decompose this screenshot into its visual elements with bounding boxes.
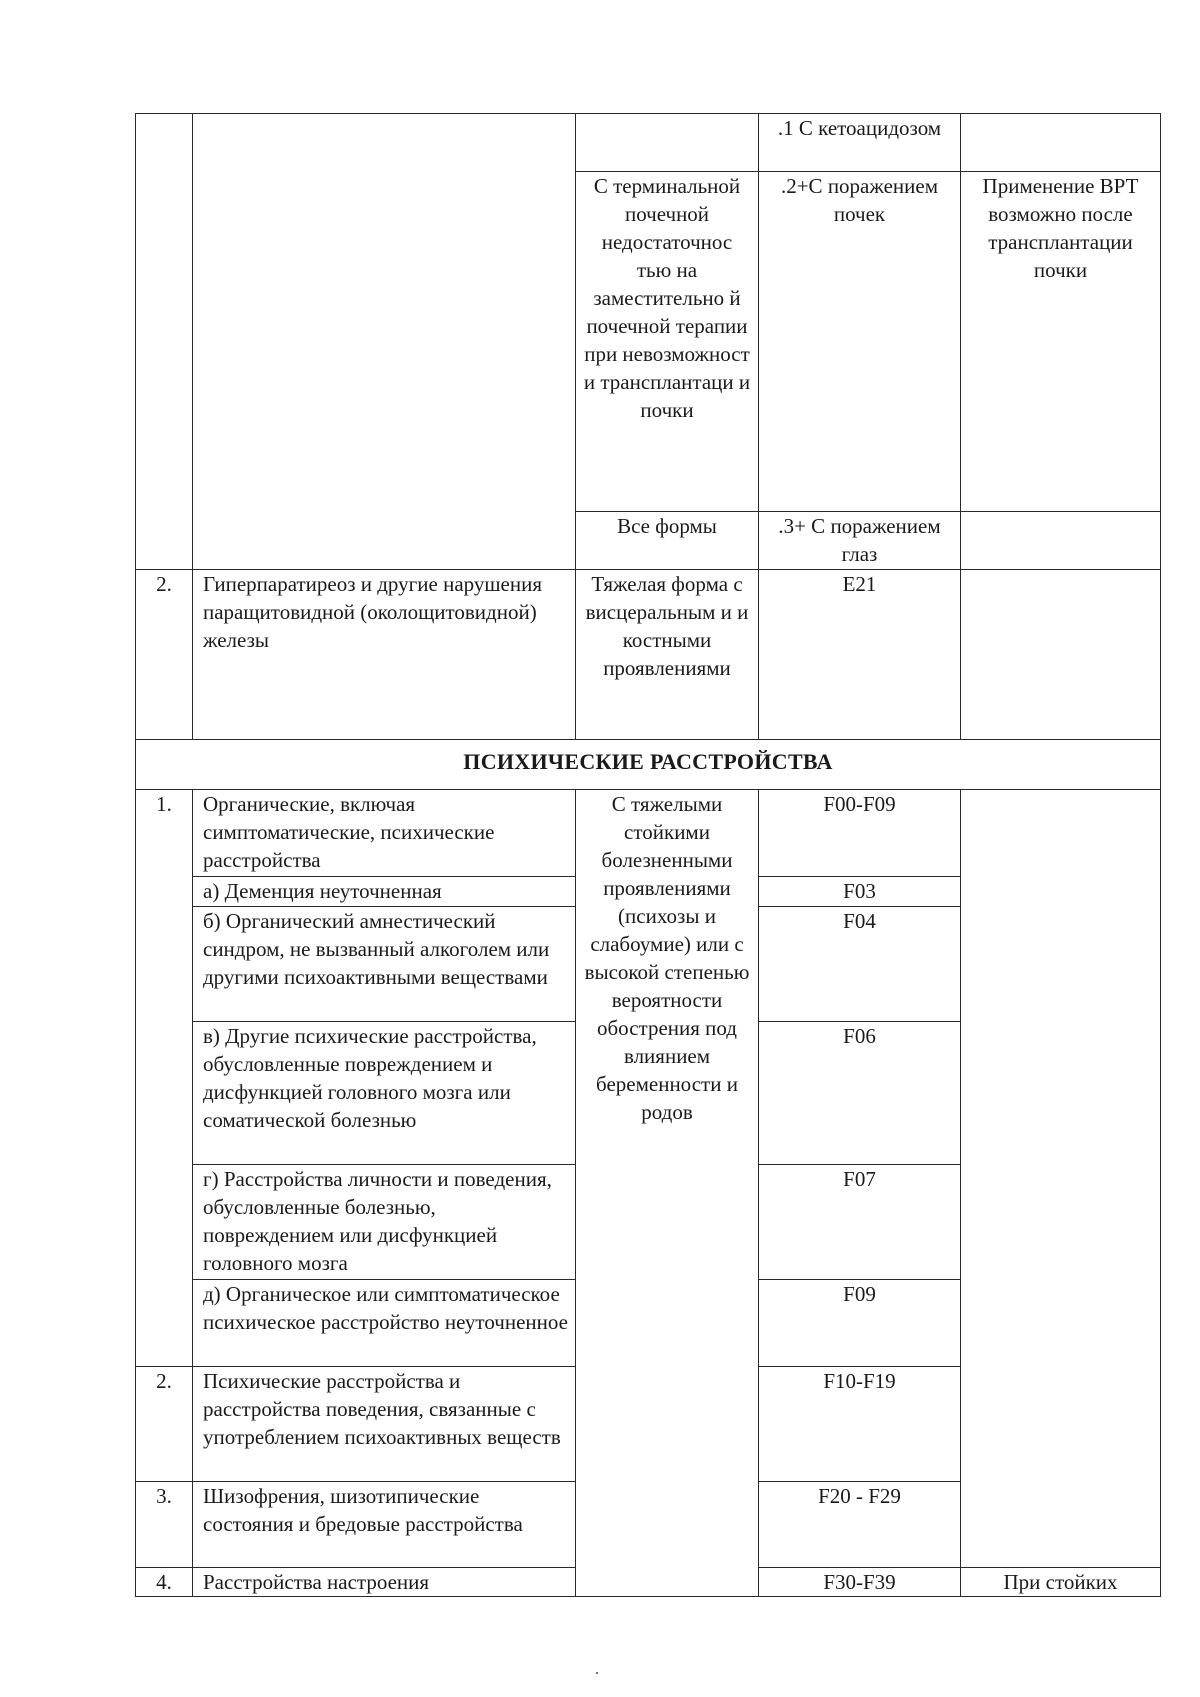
form-cell — [576, 114, 759, 172]
row-number-cell: 2. — [136, 1367, 193, 1482]
row-number-cell: 4. — [136, 1568, 193, 1597]
row-number-cell: 1. — [136, 790, 193, 1367]
icd-code-cell: E21 — [759, 570, 961, 740]
disease-name-cell: Шизофрения, шизотипические состояния и бредовые расстройства — [193, 1482, 576, 1568]
disease-name-cell: Расстройства настроения — [193, 1568, 576, 1597]
note-cell: При стойких — [961, 1568, 1161, 1597]
disease-name-cell: д) Органическое или симптоматическое психическое расстройство неуточненное — [193, 1280, 576, 1367]
icd-code-cell: F03 — [759, 877, 961, 907]
form-cell: С терминальной почечной недостаточнос тью на заместительно й почечной терапии при невозможност и трансплантаци и почки — [576, 172, 759, 512]
disease-name-cell: г) Расстройства личности и поведения, обусловленные болезнью, повреждением или дисфункцией головного мозга — [193, 1165, 576, 1280]
icd-code-cell: F10-F19 — [759, 1367, 961, 1482]
section-header-row — [136, 740, 1161, 790]
note-cell: Применение ВРТ возможно после трансплантации почки — [961, 172, 1161, 512]
table-row — [136, 570, 1161, 740]
note-cell — [961, 114, 1161, 172]
note-cell — [961, 570, 1161, 740]
table-row — [136, 790, 1161, 877]
disease-name-cell: а) Деменция неуточненная — [193, 877, 576, 907]
disease-name-cell — [193, 114, 576, 570]
form-cell: Тяжелая форма с висцеральным и и костными проявлениями — [576, 570, 759, 740]
form-cell: С тяжелыми стойкими болезненными проявлениями (психозы и слабоумие) или с высокой степенью вероятности обострения под влиянием беременности и родов — [576, 790, 759, 1597]
disease-name-cell: Психические расстройства и расстройства поведения, связанные с употреблением психоактивных веществ — [193, 1367, 576, 1482]
icd-code-cell: F20 - F29 — [759, 1482, 961, 1568]
scan-speck — [596, 1672, 598, 1674]
icd-code-cell: F07 — [759, 1165, 961, 1280]
diseases-table — [135, 113, 1161, 1597]
row-number-cell — [136, 114, 193, 570]
note-cell — [961, 790, 1161, 1568]
icd-code-cell: F09 — [759, 1280, 961, 1367]
form-cell: Все формы — [576, 512, 759, 570]
icd-code-cell: F30-F39 — [759, 1568, 961, 1597]
icd-code-cell: F00-F09 — [759, 790, 961, 877]
section-title: ПСИХИЧЕСКИЕ РАССТРОЙСТВА — [136, 740, 1161, 790]
disease-name-cell: б) Органический амнестический синдром, не вызванный алкоголем или другими психоактивными веществами — [193, 907, 576, 1022]
icd-code-cell: .3+ С поражением глаз — [759, 512, 961, 570]
icd-code-cell: F04 — [759, 907, 961, 1022]
disease-name-cell: Органические, включая симптоматические, психические расстройства — [193, 790, 576, 877]
row-number-cell: 2. — [136, 570, 193, 740]
icd-code-cell: F06 — [759, 1022, 961, 1165]
icd-code-cell: .1 С кетоацидозом — [759, 114, 961, 172]
row-number-cell: 3. — [136, 1482, 193, 1568]
note-cell — [961, 512, 1161, 570]
disease-name-cell: Гиперпаратиреоз и другие нарушения паращитовидной (околощитовидной) железы — [193, 570, 576, 740]
icd-code-cell: .2+С поражением почек — [759, 172, 961, 512]
table-row — [136, 114, 1161, 172]
disease-name-cell: в) Другие психические расстройства, обусловленные повреждением и дисфункцией головного мозга или соматической болезнью — [193, 1022, 576, 1165]
